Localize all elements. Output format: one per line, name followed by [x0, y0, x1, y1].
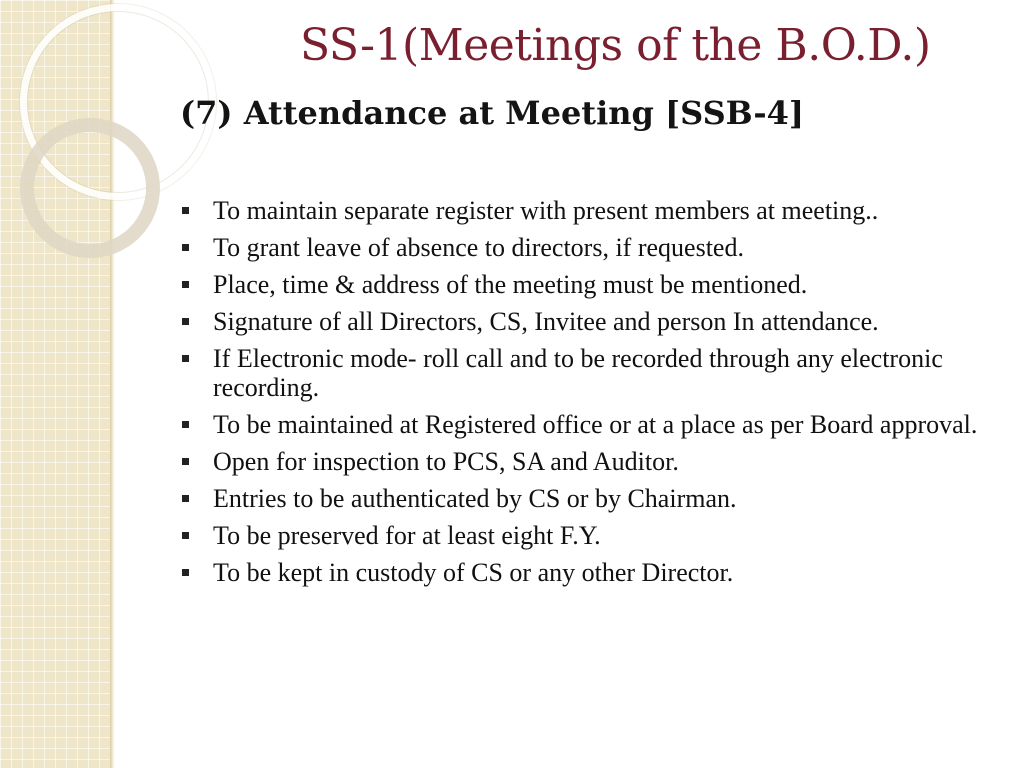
bullet-text: If Electronic mode- roll call and to be recorded through any electronic recording.: [213, 344, 943, 402]
square-bullet-icon: [182, 458, 189, 465]
bullet-text: To be kept in custody of CS or any other Director.: [213, 558, 734, 587]
bullet-text: To grant leave of absence to directors, if requested.: [213, 233, 744, 262]
bullet-item: [180, 410, 980, 439]
decorative-ring-small: [20, 118, 160, 258]
bullet-item: [180, 558, 980, 587]
square-bullet-icon: [182, 281, 189, 288]
bullet-text: To maintain separate register with present members at meeting..: [213, 196, 879, 225]
bullet-text: To be maintained at Registered office or at a place as per Board approval.: [213, 410, 978, 439]
bullet-item: [180, 484, 980, 513]
bullet-text: Entries to be authenticated by CS or by Chairman.: [213, 484, 737, 513]
bullet-item: [180, 344, 980, 402]
square-bullet-icon: [182, 532, 189, 539]
square-bullet-icon: [182, 569, 189, 576]
square-bullet-icon: [182, 244, 189, 251]
bullet-item: [180, 447, 980, 476]
bullet-text: Open for inspection to PCS, SA and Auditor.: [213, 447, 679, 476]
section-subtitle: (7) Attendance at Meeting [SSB-4]: [180, 94, 804, 132]
square-bullet-icon: [182, 318, 189, 325]
square-bullet-icon: [182, 355, 189, 362]
bullet-item: [180, 521, 980, 550]
bullet-item: [180, 196, 980, 225]
bullet-item: [180, 270, 980, 299]
slide-title: SS-1(Meetings of the B.O.D.): [300, 20, 931, 71]
square-bullet-icon: [182, 495, 189, 502]
bullet-text: Place, time & address of the meeting must be mentioned.: [213, 270, 808, 299]
bullet-list: [180, 196, 980, 595]
square-bullet-icon: [182, 207, 189, 214]
square-bullet-icon: [182, 421, 189, 428]
bullet-text: Signature of all Directors, CS, Invitee and person In attendance.: [213, 307, 879, 336]
bullet-text: To be preserved for at least eight F.Y.: [213, 521, 601, 550]
bullet-item: [180, 307, 980, 336]
bullet-item: [180, 233, 980, 262]
